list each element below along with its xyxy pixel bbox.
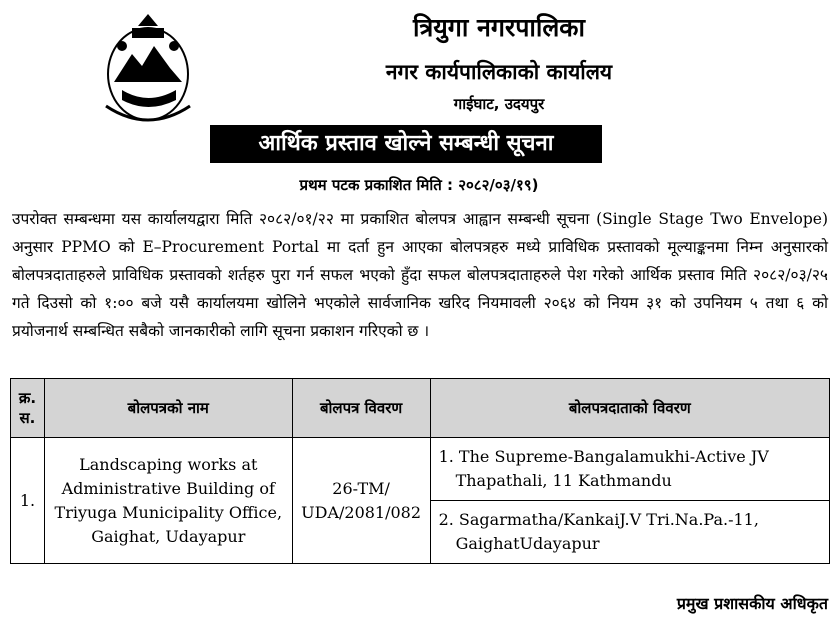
row-sn: 1. (11, 438, 45, 564)
bidder-2-line1: 2. Sagarmatha/KankaiJ.V Tri.Na.Pa.-11, (438, 510, 759, 529)
sn-header (11, 379, 45, 438)
municipality-name: त्रियुगा नगरपालिका (413, 13, 585, 42)
bidder-item (430, 501, 829, 564)
table-header-row (11, 379, 830, 438)
bid-table (10, 378, 830, 564)
bid-number-line2: UDA/2081/082 (301, 502, 422, 522)
sn-header-line1: क्र. (18, 389, 37, 407)
sn-header-line2: स. (19, 409, 36, 427)
bidder-1-line1: 1. The Supreme-Bangalamukhi-Active JV (438, 447, 769, 466)
row-bid-name: Landscaping works at Administrative Building of Triyuga Municipality Office, Gaighat, Udayapur (44, 438, 292, 564)
office-location: गाईघाट, उदयपुर (453, 95, 545, 113)
bidder-1-line2: Thapathali, 11 Kathmandu (455, 471, 672, 490)
bidder-item (430, 438, 829, 501)
bidder-2-line2: GaighatUdayapur (455, 534, 600, 553)
bidder-detail-header: बोलपत्रदाताको विवरण (430, 379, 829, 438)
notice-paragraph: उपरोक्त सम्बन्धमा यस कार्यालयद्वारा मिति २०८२/०१/२२ मा प्रकाशित बोलपत्र आह्वान सम्बन्धी सूचना (Single Stage Two Envelope) अनुसार PPMO को E–Procurement Portal मा दर्ता हुन आएका बोलपत्रहरु मध्ये प्राविधिक प्रस्तावको मूल्याङ्कनमा निम्न अनुसारको बोलपत्रदाताहरुले प्राविधिक प्रस्तावको शर्तहरु पुरा गर्न सफल भएको हुँदा सफल बोलपत्रदाताहरुले पेश गरेको आर्थिक प्रस्ताव मिति २०८२/०३/२५ गते दिउसो को १:०० बजे यसै कार्यालयमा खोलिने भएकोले सार्वजानिक खरिद नियमावली २०६४ को नियम ३१ को उपनियम ५ तथा ६ को प्रयोजनार्थ सम्बन्धित सबैको जानकारीको लागि सूचना प्रकाशन गरिएको छ । (12, 210, 828, 340)
bid-name-header: बोलपत्रको नाम (44, 379, 292, 438)
bid-number-line1: 26-TM/ (332, 478, 390, 498)
table-row (11, 438, 830, 501)
bid-detail-header: बोलपत्र विवरण (292, 379, 430, 438)
publish-date: प्रथम पटक प्रकाशित मिति : २०८२/०३/१९) (299, 176, 539, 194)
row-bid-number (292, 438, 430, 564)
office-name: नगर कार्यपालिकाको कार्यालय (385, 60, 613, 84)
notice-title-banner: आर्थिक प्रस्ताव खोल्ने सम्बन्धी सूचना (210, 125, 602, 163)
signature: प्रमुख प्रशासकीय अधिकृत (676, 594, 828, 613)
